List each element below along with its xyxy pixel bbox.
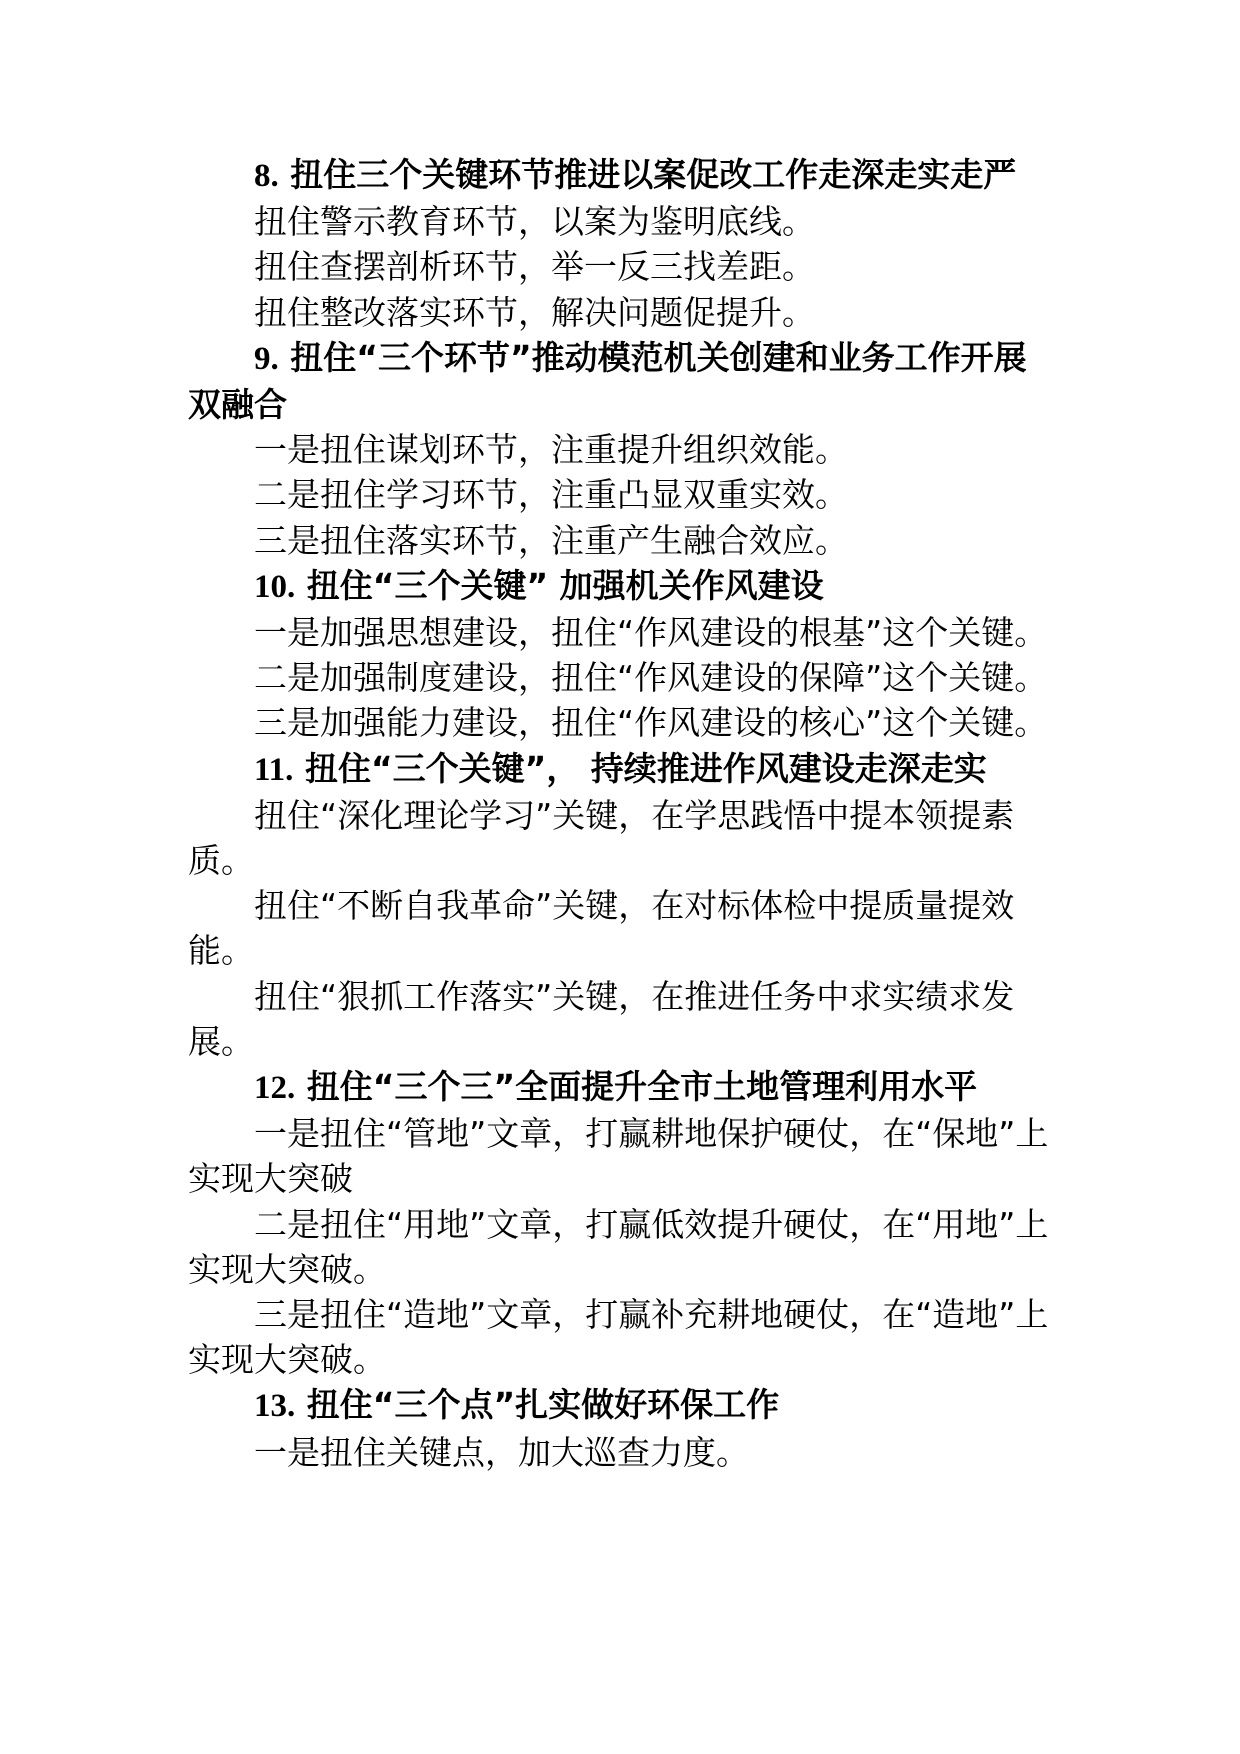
- section-heading: [188, 1382, 1056, 1429]
- section-title: 扭住“三个环节”推动模范机关创建和业务工作开展双融合: [188, 337, 1027, 425]
- section-10: [188, 563, 1056, 746]
- section-8: [188, 152, 1056, 335]
- section-number: 11.: [254, 751, 294, 788]
- section-13: [188, 1382, 1056, 1474]
- section-heading: [188, 335, 1056, 427]
- section-heading: [188, 563, 1056, 610]
- paragraph: 扭住“狠抓工作落实”关键，在推进任务中求实绩求发展。: [188, 976, 1015, 1061]
- section-title: 扭住三个关键环节推进以案促改工作走深走实走严: [290, 155, 1017, 194]
- section-number: 9.: [254, 340, 279, 377]
- section-heading: [188, 152, 1056, 199]
- paragraph: 一是加强思想建设，扭住“作风建设的根基”这个关键。: [254, 613, 1048, 653]
- section-11: [188, 746, 1056, 1064]
- paragraph: 三是加强能力建设，扭住“作风建设的核心”这个关键。: [254, 703, 1048, 743]
- section-number: 8.: [254, 158, 279, 194]
- paragraph: 三是扭住落实环节，注重产生融合效应。: [254, 520, 848, 560]
- paragraph: 一是扭住关键点，加大巡查力度。: [254, 1432, 749, 1472]
- section-number: 13.: [254, 1388, 296, 1425]
- section-12: [188, 1064, 1056, 1382]
- paragraph: 扭住警示教育环节，以案为鉴明底线。: [254, 202, 815, 242]
- paragraph: 二是扭住学习环节，注重凸显双重实效。: [254, 475, 848, 515]
- paragraph: 扭住查摆剖析环节，举一反三找差距。: [254, 247, 815, 287]
- paragraph: 一是扭住“管地”文章，打赢耕地保护硬仗，在“保地”上实现大突破: [188, 1114, 1049, 1199]
- paragraph: 三是扭住“造地”文章，打赢补充耕地硬仗，在“造地”上实现大突破。: [188, 1295, 1049, 1380]
- paragraph: 扭住整改落实环节，解决问题促提升。: [254, 292, 815, 332]
- section-number: 10.: [254, 568, 296, 605]
- section-heading: [188, 746, 1056, 793]
- section-title: 扭住“三个关键” 加强机关作风建设: [306, 565, 824, 605]
- document-body: [188, 152, 1056, 1475]
- paragraph: 二是加强制度建设，扭住“作风建设的保障”这个关键。: [254, 658, 1048, 698]
- paragraph: 扭住“深化理论学习”关键，在学思践悟中提本领提素质。: [188, 795, 1015, 881]
- section-title: 扭住“三个三”全面提升全市土地管理利用水平: [306, 1067, 978, 1107]
- paragraph: 扭住“不断自我革命”关键，在对标体检中提质量提效能。: [188, 886, 1015, 971]
- paragraph: 一是扭住谋划环节，注重提升组织效能。: [254, 430, 848, 470]
- section-title: 扭住“三个关键”， 持续推进作风建设走深走实: [304, 748, 987, 788]
- section-title: 扭住“三个点”扎实做好环保工作: [306, 1385, 780, 1425]
- section-number: 12.: [254, 1070, 296, 1107]
- section-heading: [188, 1064, 1056, 1111]
- section-9: [188, 335, 1056, 563]
- paragraph: 二是扭住“用地”文章，打赢低效提升硬仗，在“用地”上实现大突破。: [188, 1204, 1049, 1289]
